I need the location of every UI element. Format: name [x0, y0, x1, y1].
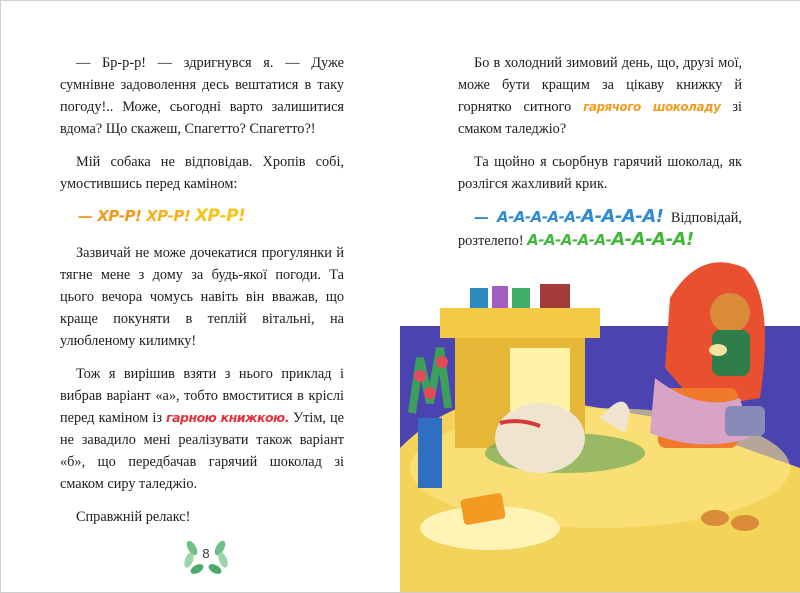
page-number-badge [183, 532, 229, 576]
page-number: 8 [202, 546, 210, 561]
text-span: Утім, це не завадило мені реалізувати також варіант «б», що передбачав гарячий шоколад зі смаком сиру таледжіо. [60, 410, 345, 492]
left-page [0, 0, 400, 592]
cup-icon [709, 344, 727, 356]
sleeping-dog [495, 403, 585, 473]
snore-part-3: ХР-Р! [194, 206, 246, 226]
paragraph: Та щойно я сьорбнув гарячий шоколад, як розлігся жахливий крик. [458, 154, 742, 192]
scream-1-small: — А-А-А-А-А- [474, 208, 582, 226]
text-span: Відповідай, розтелепо! [458, 210, 742, 249]
highlight-hot-chocolate: гарячого шоколаду [583, 100, 721, 114]
book-purple [492, 286, 508, 308]
flower-vase [418, 418, 442, 488]
slipper-icon [701, 510, 729, 526]
book-blue [470, 288, 488, 308]
left-text-bottom [60, 242, 344, 539]
flower [414, 370, 426, 382]
highlight-book: гарною книжкою. [166, 410, 289, 425]
paragraph: Зазвичай не може дочекатися прогулянки й тягне мене з дому за будь-якої погоди. Та цього вечора чомусь навіть він вважав, що краще покуняти в теплій вітальні, на улюбленому килимку! [60, 245, 344, 349]
scream-1 [474, 208, 664, 226]
right-text [458, 52, 742, 263]
paragraph [458, 52, 742, 140]
flower [436, 356, 448, 368]
text-span: зі смаком таледжіо? [458, 99, 742, 137]
right-page [400, 0, 800, 592]
scream-1-big: А-А-А-А! [581, 206, 664, 227]
text-span: Тож я вирішив взяти з нього приклад і вибрав варіант «а», тобто вмоститися в кріслі перед каміном із [60, 366, 344, 426]
snore-part-1: ХР-Р! [97, 207, 142, 225]
mantel [440, 308, 600, 338]
snore-dash: — [78, 207, 93, 225]
scream-2-big: А-А-А-А! [611, 229, 694, 250]
slipper-icon [731, 515, 759, 531]
snore-part-2: ХР-Р! [146, 207, 191, 225]
snore-sound [78, 206, 245, 226]
flower [424, 387, 436, 399]
picture-frame [540, 284, 570, 308]
left-text-top [60, 52, 344, 206]
paragraph: — Бр-р-р! — здригнувся я. — Дуже сумнівне задоволення десь вештатися в таку погоду!.. Може, сьогодні варто залишитися вдома? Що скажеш, Спагетто? Спагетто?! [60, 55, 344, 137]
cushion [725, 406, 765, 436]
paragraph-choice [60, 363, 344, 495]
scream-2-small: А-А-А-А-А- [527, 231, 612, 249]
paragraph: Справжній релакс! [76, 509, 191, 525]
text-span: Бо в холодний зимовий день, що, друзі мої, може бути кращим за цікаву книжку й горнятко ситного [458, 55, 742, 115]
mouse-head [710, 293, 750, 333]
paragraph: Мій собака не відповідав. Хропів собі, умостившись перед каміном: [60, 154, 344, 192]
living-room-illustration [400, 238, 800, 592]
book-green [512, 288, 530, 308]
